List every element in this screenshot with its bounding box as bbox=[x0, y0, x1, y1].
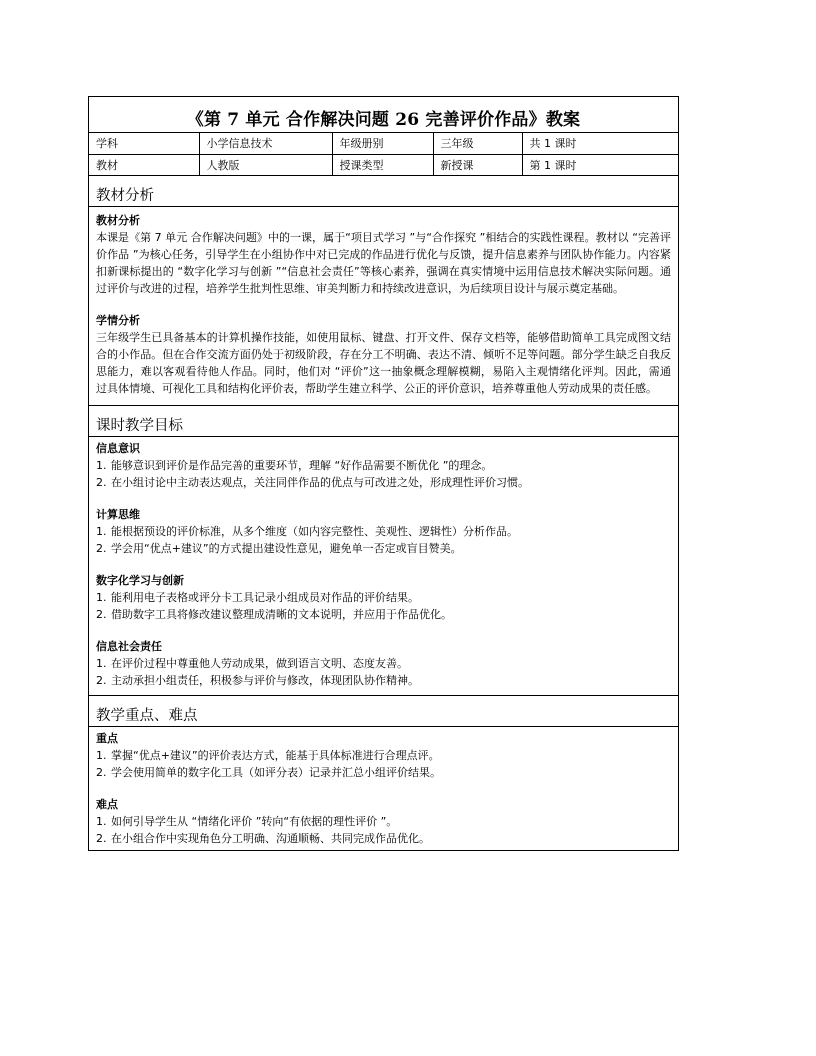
list-item: 2. 学会使用简单的数字化工具（如评分表）记录并汇总小组评价结果。 bbox=[96, 765, 441, 779]
info-cell-textbook-label: 教材 bbox=[89, 154, 199, 175]
goal-group-title: 计算思维 bbox=[96, 507, 140, 521]
keypoint-group-title: 重点 bbox=[96, 731, 118, 745]
goal-group-title: 数字化学习与创新 bbox=[96, 573, 184, 587]
list-item: 2. 学会用“优点+建议”的方式提出建设性意见，避免单一否定或盲目赞美。 bbox=[96, 541, 462, 555]
goal-group-title: 信息意识 bbox=[96, 441, 140, 455]
student-analysis-text: 三年级学生已具备基本的计算机操作技能，如使用鼠标、键盘、打开文件、保存文档等，能够借助简单工具完成图文结合的小作品。但在合作交流方面仍处于初级阶段，存在分工不明确、表达不清、倾听不足等问题。部分学生缺乏自我反思能力，难以客观看待他人作品。同时，他们对 “评价”这一抽象概念理解模糊，易陷入主观情绪化评判。因此，需通过具体情境、可视化工具和结构化评价表，帮助学生建立科学、公正的评价意识，培养尊重他人劳动成果的责任感。 bbox=[96, 330, 671, 395]
goals-section bbox=[89, 406, 678, 696]
goal-group-title: 信息社会责任 bbox=[96, 639, 162, 653]
info-row bbox=[89, 154, 678, 175]
info-cell-lesson-type-label: 授课类型 bbox=[332, 154, 433, 175]
keypoints-heading: 教学重点、难点 bbox=[89, 696, 678, 727]
info-cell-subject-label: 学科 bbox=[89, 133, 199, 154]
list-item: 2. 借助数字工具将修改建议整理成清晰的文本说明，并应用于作品优化。 bbox=[96, 607, 452, 621]
list-item: 1. 如何引导学生从 “情绪化评价 ”转向“有依据的理性评价 ”。 bbox=[96, 814, 398, 828]
textbook-analysis-title: 教材分析 bbox=[96, 213, 140, 227]
student-analysis-title: 学情分析 bbox=[96, 313, 140, 327]
list-item: 2. 主动承担小组责任，积极参与评价与修改，体现团队协作精神。 bbox=[96, 673, 419, 687]
info-row bbox=[89, 133, 678, 154]
info-cell-subject-value: 小学信息技术 bbox=[199, 133, 332, 154]
info-cell-grade-value: 三年级 bbox=[433, 133, 522, 154]
info-cell-grade-label: 年级册别 bbox=[332, 133, 433, 154]
info-cell-textbook-value: 人教版 bbox=[199, 154, 332, 175]
textbook-analysis-text: 本课是《第 7 单元 合作解决问题》中的一课，属于“项目式学习 ”与“合作探究 ”相结合的实践性课程。教材以 “完善评价作品 ”为核心任务，引导学生在小组协作中对已完成的作品进行优化与反馈，提升信息素养与团队协作能力。内容紧扣新课标提出的 “数字化学习与创新 ”“信息社会责任”等核心素养，强调在真实情境中运用信息技术解决实际问题。通过评价与改进的过程，培养学生批判性思维、审美判断力和持续改进意识，为后续项目设计与展示奠定基础。 bbox=[96, 230, 671, 295]
info-cell-total-periods: 共 1 课时 bbox=[522, 133, 678, 154]
document-title: 《第 7 单元 合作解决问题 26 完善评价作品》教案 bbox=[89, 97, 678, 133]
list-item: 2. 在小组讨论中主动表达观点，关注同伴作品的优点与可改进之处，形成理性评价习惯。 bbox=[96, 475, 529, 489]
lesson-plan-document bbox=[88, 96, 679, 851]
list-item: 2. 在小组合作中实现角色分工明确、沟通顺畅、共同完成作品优化。 bbox=[96, 831, 430, 845]
keypoints-section bbox=[89, 696, 678, 850]
analysis-section bbox=[89, 176, 678, 406]
list-item: 1. 能根据预设的评价标准，从多个维度（如内容完整性、美观性、逻辑性）分析作品。 bbox=[96, 524, 518, 538]
goals-heading: 课时教学目标 bbox=[89, 406, 678, 437]
analysis-heading: 教材分析 bbox=[89, 176, 678, 207]
list-item: 1. 在评价过程中尊重他人劳动成果，做到语言文明、态度友善。 bbox=[96, 656, 408, 670]
info-table bbox=[89, 133, 678, 176]
list-item: 1. 能够意识到评价是作品完善的重要环节，理解 “好作品需要不断优化 ”的理念。 bbox=[96, 458, 493, 472]
info-cell-lesson-type-value: 新授课 bbox=[433, 154, 522, 175]
list-item: 1. 掌握“优点+建议”的评价表达方式，能基于具体标准进行合理点评。 bbox=[96, 748, 440, 762]
list-item: 1. 能利用电子表格或评分卡工具记录小组成员对作品的评价结果。 bbox=[96, 590, 419, 604]
info-cell-current-period: 第 1 课时 bbox=[522, 154, 678, 175]
keypoint-group-title: 难点 bbox=[96, 797, 118, 811]
